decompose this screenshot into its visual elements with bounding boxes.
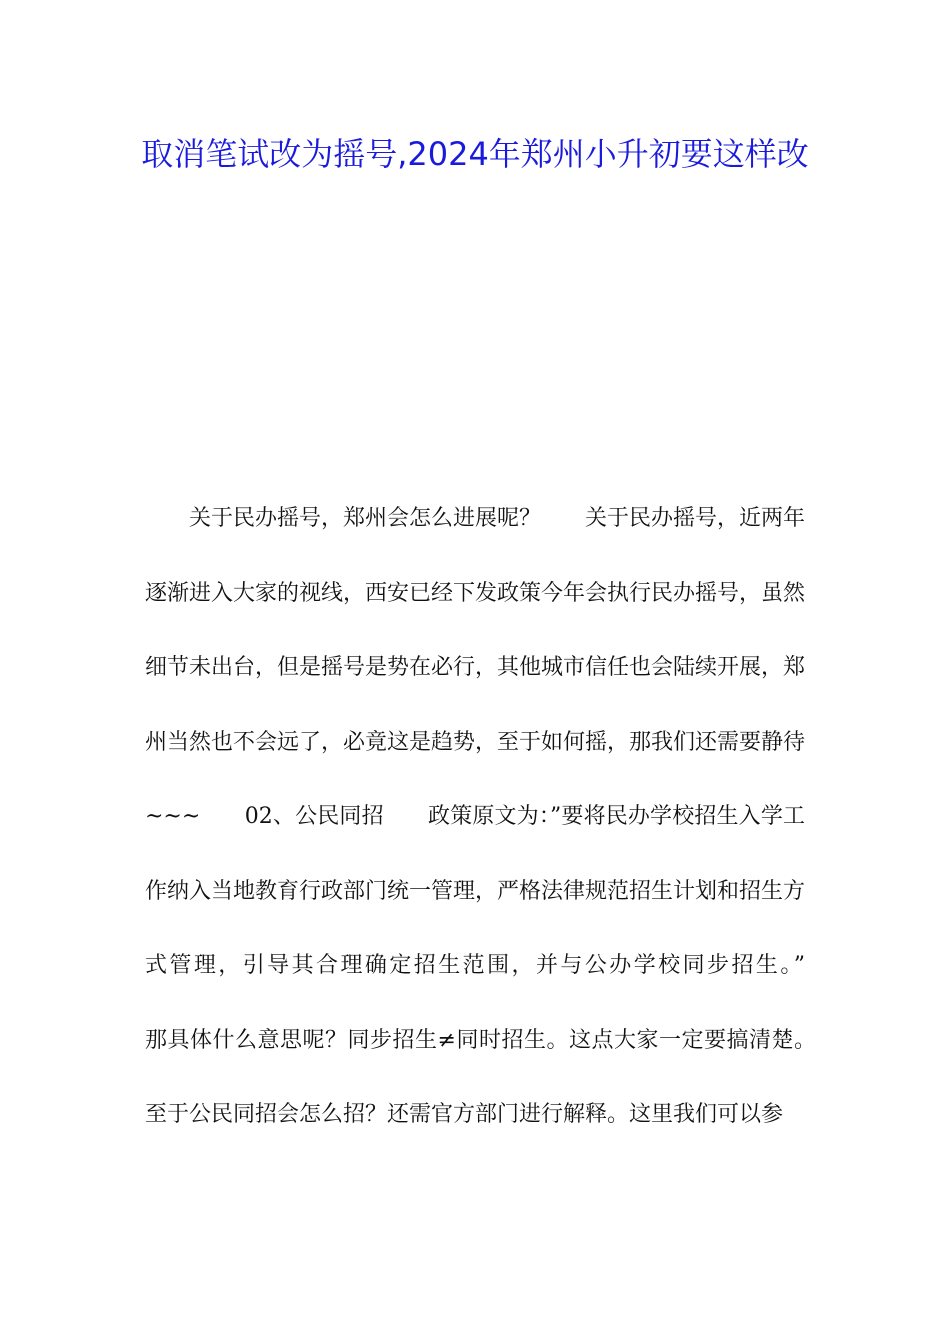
document-body-paragraph: 关于民办摇号，郑州会怎么进展呢？ 关于民办摇号，近两年逐渐进入大家的视线，西安已经下发政策今年会执行民办摇号，虽然细节未出台，但是摇号是势在必行，其他城市信任也会陆续开展，郑州当然也不会远了，必竟这是趋势，至于如何摇，那我们还需要静待~~~ 02、公民同招 政策原文为：”要将民办学校招生入学工作纳入当地教育行政部门统一管理，严格法律规范招生计划和招生方式管理，引导其合理确定招生范围，并与公办学校同步招生。” 那具体什么意思呢？同步招生≠同时招生。这点大家一定要搞清楚。 至于公民同招会怎么招？还需官方部门进行解释。这里我们可以参 (145, 506, 850, 1127)
document-title: 取消笔试改为摇号,2024年郑州小升初要这样改 (141, 135, 809, 173)
